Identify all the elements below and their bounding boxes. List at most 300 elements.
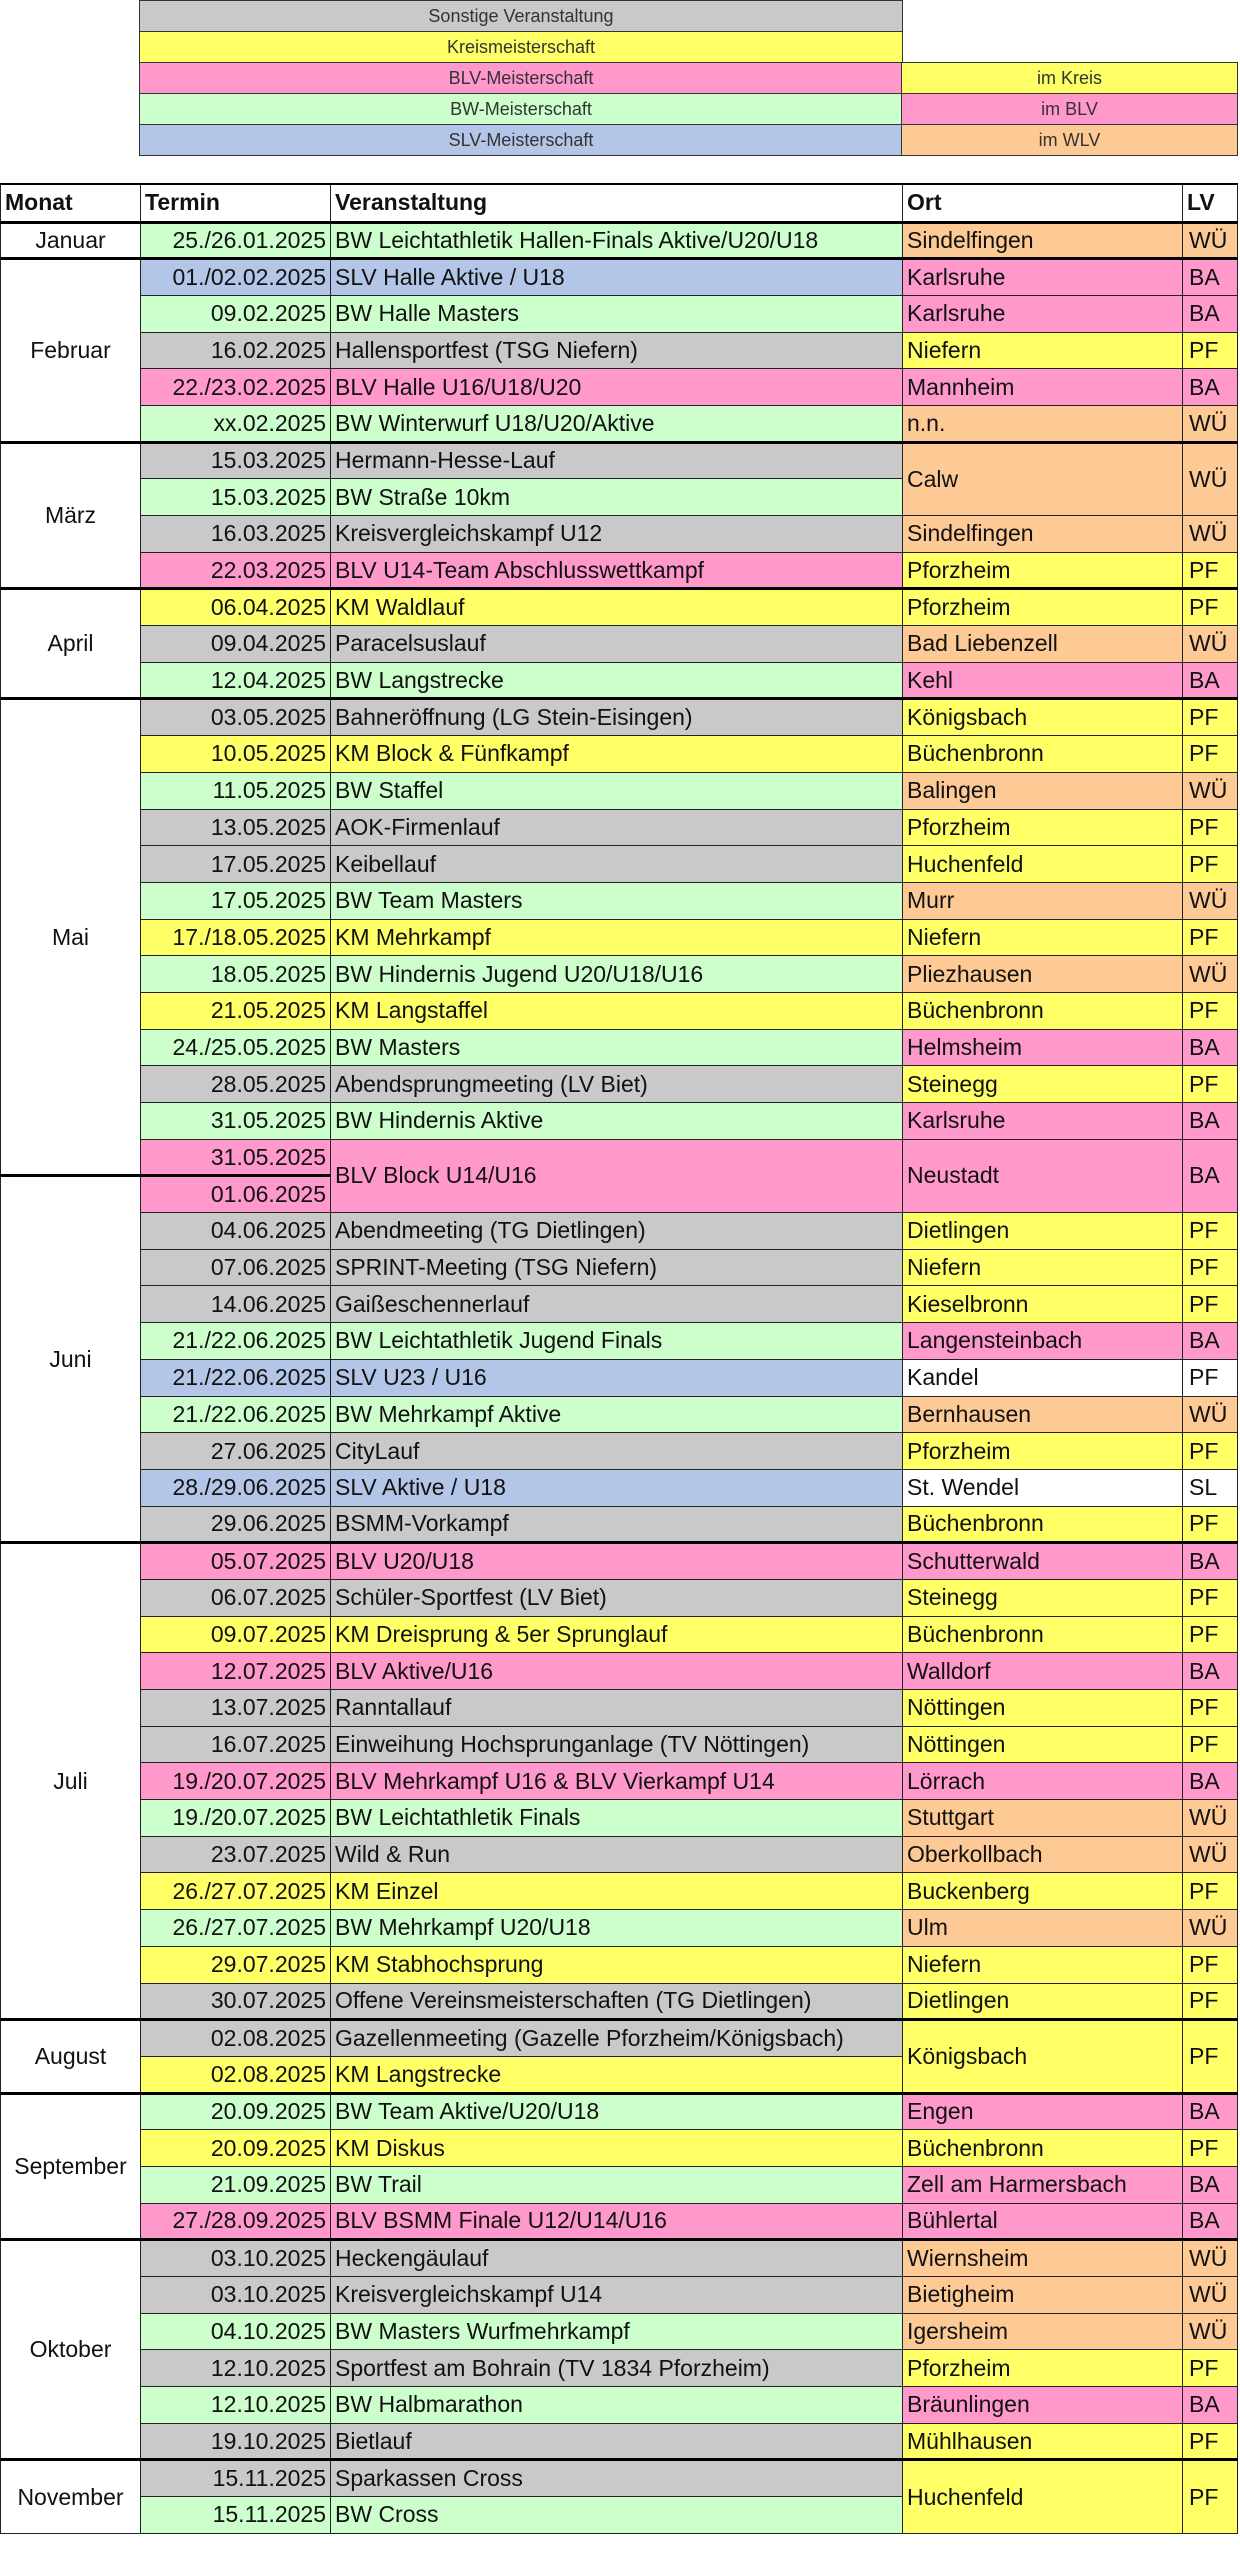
table-row (1, 699, 1238, 736)
event-title-cell: BLV BSMM Finale U12/U14/U16 (331, 2203, 903, 2240)
location-cell: Murr (903, 882, 1183, 919)
table-row (1, 295, 1238, 332)
event-title-cell: Paracelsuslauf (331, 626, 903, 663)
location-cell: Dietlingen (903, 1983, 1183, 2020)
event-title-cell: Heckengäulauf (331, 2240, 903, 2277)
event-title-cell: Hermann-Hesse-Lauf (331, 442, 903, 479)
table-row (1, 516, 1238, 553)
date-cell: 15.11.2025 (141, 2460, 331, 2497)
event-schedule-table (0, 183, 1238, 2534)
date-cell: 31.05.2025 (141, 1139, 331, 1176)
event-title-cell: BW Masters Wurfmehrkampf (331, 2313, 903, 2350)
location-cell: Steinegg (903, 1579, 1183, 1616)
table-row (1, 1690, 1238, 1727)
table-row (1, 2423, 1238, 2460)
table-row (1, 1653, 1238, 1690)
lv-cell: BA (1183, 2387, 1238, 2424)
date-cell: 15.03.2025 (141, 479, 331, 516)
location-cell: Niefern (903, 919, 1183, 956)
event-title-cell: Gaißeschennerlauf (331, 1286, 903, 1323)
table-row (1, 405, 1238, 442)
event-title-cell: Einweihung Hochsprunganlage (TV Nöttingen) (331, 1726, 903, 1763)
location-cell: Kehl (903, 662, 1183, 699)
date-cell: 02.08.2025 (141, 2056, 331, 2093)
event-title-cell: BW Mehrkampf Aktive (331, 1396, 903, 1433)
lv-cell: WÜ (1183, 882, 1238, 919)
location-cell: Igersheim (903, 2313, 1183, 2350)
lv-cell: WÜ (1183, 626, 1238, 663)
location-cell: Bräunlingen (903, 2387, 1183, 2424)
header-veranstaltung: Veranstaltung (331, 184, 903, 222)
header-ort: Ort (903, 184, 1183, 222)
date-cell: 28./29.06.2025 (141, 1469, 331, 1506)
event-title-cell: AOK-Firmenlauf (331, 809, 903, 846)
date-cell: 21./22.06.2025 (141, 1396, 331, 1433)
lv-cell: WÜ (1183, 2240, 1238, 2277)
lv-cell: WÜ (1183, 772, 1238, 809)
lv-cell: PF (1183, 2130, 1238, 2167)
event-title-cell: SLV Aktive / U18 (331, 1469, 903, 1506)
table-row (1, 442, 1238, 479)
table-row (1, 882, 1238, 919)
header-lv: LV (1183, 184, 1238, 222)
event-title-cell: BW Mehrkampf U20/U18 (331, 1910, 903, 1947)
lv-cell: BA (1183, 2166, 1238, 2203)
table-row (1, 1396, 1238, 1433)
event-title-cell: BSMM-Vorkampf (331, 1506, 903, 1543)
table-row (1, 2130, 1238, 2167)
table-row (1, 1286, 1238, 1323)
lv-cell: PF (1183, 1286, 1238, 1323)
location-cell: Walldorf (903, 1653, 1183, 1690)
table-row (1, 1139, 1238, 1176)
lv-cell: WÜ (1183, 405, 1238, 442)
lv-cell: SL (1183, 1469, 1238, 1506)
location-cell: Wiernsheim (903, 2240, 1183, 2277)
location-cell: Karlsruhe (903, 259, 1183, 296)
table-row (1, 2387, 1238, 2424)
lv-cell: PF (1183, 1946, 1238, 1983)
date-cell: 18.05.2025 (141, 956, 331, 993)
table-row (1, 1506, 1238, 1543)
lv-cell: BA (1183, 1029, 1238, 1066)
table-row (1, 1726, 1238, 1763)
location-cell: Kieselbronn (903, 1286, 1183, 1323)
date-cell: 01./02.02.2025 (141, 259, 331, 296)
date-cell: 30.07.2025 (141, 1983, 331, 2020)
date-cell: 21.09.2025 (141, 2166, 331, 2203)
location-cell: Pforzheim (903, 809, 1183, 846)
event-title-cell: BLV Mehrkampf U16 & BLV Vierkampf U14 (331, 1763, 903, 1800)
date-cell: 17.05.2025 (141, 882, 331, 919)
date-cell: 13.07.2025 (141, 1690, 331, 1727)
lv-cell: PF (1183, 1726, 1238, 1763)
date-cell: 17.05.2025 (141, 846, 331, 883)
event-title-cell: BW Cross (331, 2497, 903, 2534)
location-cell: Oberkollbach (903, 1836, 1183, 1873)
table-row (1, 2020, 1238, 2057)
event-title-cell: BW Leichtathletik Jugend Finals (331, 1323, 903, 1360)
event-title-cell: Sparkassen Cross (331, 2460, 903, 2497)
table-row (1, 589, 1238, 626)
event-title-cell: Schüler-Sportfest (LV Biet) (331, 1579, 903, 1616)
event-title-cell: Gazellenmeeting (Gazelle Pforzheim/Königsbach) (331, 2020, 903, 2057)
month-cell: November (1, 2460, 141, 2533)
table-row (1, 1469, 1238, 1506)
event-title-cell: BW Winterwurf U18/U20/Aktive (331, 405, 903, 442)
location-cell: St. Wendel (903, 1469, 1183, 1506)
date-cell: 28.05.2025 (141, 1066, 331, 1103)
location-cell: Helmsheim (903, 1029, 1183, 1066)
table-row (1, 662, 1238, 699)
event-title-cell: SLV Halle Aktive / U18 (331, 259, 903, 296)
date-cell: 21.05.2025 (141, 992, 331, 1029)
date-cell: 25./26.01.2025 (141, 222, 331, 259)
location-cell: Neustadt (903, 1139, 1183, 1212)
event-title-cell: BW Team Masters (331, 882, 903, 919)
legend-location-entry: im Kreis (901, 62, 1238, 94)
lv-cell: WÜ (1183, 2277, 1238, 2314)
table-row (1, 1763, 1238, 1800)
month-cell: Oktober (1, 2240, 141, 2460)
table-row (1, 1616, 1238, 1653)
location-cell: Nöttingen (903, 1690, 1183, 1727)
legend-entry: SLV-Meisterschaft (139, 124, 903, 156)
table-row (1, 992, 1238, 1029)
event-title-cell: BW Straße 10km (331, 479, 903, 516)
table-row (1, 222, 1238, 259)
date-cell: 16.07.2025 (141, 1726, 331, 1763)
event-title-cell: Kreisvergleichskampf U14 (331, 2277, 903, 2314)
location-cell: Niefern (903, 1946, 1183, 1983)
lv-cell: PF (1183, 809, 1238, 846)
event-title-cell: KM Langstrecke (331, 2056, 903, 2093)
table-row (1, 369, 1238, 406)
date-cell: 12.10.2025 (141, 2350, 331, 2387)
lv-cell: PF (1183, 2350, 1238, 2387)
lv-cell: BA (1183, 1543, 1238, 1580)
lv-cell: WÜ (1183, 516, 1238, 553)
event-title-cell: KM Diskus (331, 2130, 903, 2167)
event-title-cell: Hallensportfest (TSG Niefern) (331, 332, 903, 369)
location-cell: Pforzheim (903, 552, 1183, 589)
table-row (1, 1103, 1238, 1140)
date-cell: 24./25.05.2025 (141, 1029, 331, 1066)
lv-cell: PF (1183, 1983, 1238, 2020)
event-title-cell: KM Langstaffel (331, 992, 903, 1029)
location-cell: Langensteinbach (903, 1323, 1183, 1360)
event-title-cell: KM Mehrkampf (331, 919, 903, 956)
lv-cell: PF (1183, 1690, 1238, 1727)
event-title-cell: KM Stabhochsprung (331, 1946, 903, 1983)
date-cell: 02.08.2025 (141, 2020, 331, 2057)
lv-cell: WÜ (1183, 442, 1238, 515)
table-row (1, 1543, 1238, 1580)
date-cell: 19./20.07.2025 (141, 1763, 331, 1800)
lv-cell: PF (1183, 1873, 1238, 1910)
lv-cell: PF (1183, 552, 1238, 589)
date-cell: 03.10.2025 (141, 2240, 331, 2277)
location-cell: Stuttgart (903, 1800, 1183, 1837)
table-row (1, 626, 1238, 663)
location-cell: Calw (903, 442, 1183, 515)
location-cell: Nöttingen (903, 1726, 1183, 1763)
table-row (1, 1983, 1238, 2020)
date-cell: 03.10.2025 (141, 2277, 331, 2314)
location-cell: Pforzheim (903, 589, 1183, 626)
location-cell: Sindelfingen (903, 222, 1183, 259)
date-cell: 09.02.2025 (141, 295, 331, 332)
lv-cell: WÜ (1183, 1836, 1238, 1873)
table-row (1, 2166, 1238, 2203)
lv-cell: BA (1183, 662, 1238, 699)
lv-cell: PF (1183, 2460, 1238, 2533)
event-title-cell: Abendmeeting (TG Dietlingen) (331, 1213, 903, 1250)
lv-cell: PF (1183, 2020, 1238, 2093)
date-cell: 26./27.07.2025 (141, 1910, 331, 1947)
date-cell: 20.09.2025 (141, 2093, 331, 2130)
color-legend (0, 0, 1240, 160)
location-cell: Huchenfeld (903, 846, 1183, 883)
date-cell: 22./23.02.2025 (141, 369, 331, 406)
date-cell: 20.09.2025 (141, 2130, 331, 2167)
lv-cell: BA (1183, 1653, 1238, 1690)
event-title-cell: Sportfest am Bohrain (TV 1834 Pforzheim) (331, 2350, 903, 2387)
date-cell: 26./27.07.2025 (141, 1873, 331, 1910)
header-monat: Monat (1, 184, 141, 222)
lv-cell: PF (1183, 589, 1238, 626)
table-row (1, 1359, 1238, 1396)
lv-cell: PF (1183, 699, 1238, 736)
table-row (1, 1910, 1238, 1947)
location-cell: Sindelfingen (903, 516, 1183, 553)
event-title-cell: Offene Vereinsmeisterschaften (TG Dietlingen) (331, 1983, 903, 2020)
location-cell: Buckenberg (903, 1873, 1183, 1910)
date-cell: 12.10.2025 (141, 2387, 331, 2424)
date-cell: 23.07.2025 (141, 1836, 331, 1873)
date-cell: 07.06.2025 (141, 1249, 331, 1286)
lv-cell: BA (1183, 2203, 1238, 2240)
lv-cell: WÜ (1183, 956, 1238, 993)
lv-cell: PF (1183, 1433, 1238, 1470)
lv-cell: BA (1183, 295, 1238, 332)
lv-cell: PF (1183, 1579, 1238, 1616)
location-cell: Ulm (903, 1910, 1183, 1947)
location-cell: Mannheim (903, 369, 1183, 406)
lv-cell: PF (1183, 1213, 1238, 1250)
table-row (1, 2460, 1238, 2497)
event-title-cell: BW Leichtathletik Hallen-Finals Aktive/U20/U18 (331, 222, 903, 259)
event-title-cell: BW Hindernis Aktive (331, 1103, 903, 1140)
event-title-cell: Keibellauf (331, 846, 903, 883)
month-cell: Juli (1, 1543, 141, 2020)
location-cell: Bernhausen (903, 1396, 1183, 1433)
event-title-cell: BW Trail (331, 2166, 903, 2203)
table-row (1, 2203, 1238, 2240)
legend-entry: BW-Meisterschaft (139, 93, 903, 125)
location-cell: Bad Liebenzell (903, 626, 1183, 663)
event-title-cell: BLV U20/U18 (331, 1543, 903, 1580)
table-row (1, 552, 1238, 589)
date-cell: 19.10.2025 (141, 2423, 331, 2460)
event-title-cell: BW Langstrecke (331, 662, 903, 699)
date-cell: xx.02.2025 (141, 405, 331, 442)
event-title-cell: KM Block & Fünfkampf (331, 736, 903, 773)
lv-cell: WÜ (1183, 2313, 1238, 2350)
location-cell: Bühlertal (903, 2203, 1183, 2240)
date-cell: 21./22.06.2025 (141, 1323, 331, 1360)
date-cell: 09.07.2025 (141, 1616, 331, 1653)
location-cell: n.n. (903, 405, 1183, 442)
event-title-cell: BW Hindernis Jugend U20/U18/U16 (331, 956, 903, 993)
lv-cell: WÜ (1183, 1800, 1238, 1837)
lv-cell: BA (1183, 1103, 1238, 1140)
event-title-cell: Abendsprungmeeting (LV Biet) (331, 1066, 903, 1103)
table-row (1, 2093, 1238, 2130)
month-cell: September (1, 2093, 141, 2240)
event-title-cell: KM Dreisprung & 5er Sprunglauf (331, 1616, 903, 1653)
date-cell: 21./22.06.2025 (141, 1359, 331, 1396)
event-title-cell: SLV U23 / U16 (331, 1359, 903, 1396)
table-row (1, 1066, 1238, 1103)
location-cell: Engen (903, 2093, 1183, 2130)
date-cell: 01.06.2025 (141, 1176, 331, 1213)
event-title-cell: BW Staffel (331, 772, 903, 809)
lv-cell: PF (1183, 1506, 1238, 1543)
table-header-row (1, 184, 1238, 222)
date-cell: 14.06.2025 (141, 1286, 331, 1323)
location-cell: Büchenbronn (903, 1616, 1183, 1653)
location-cell: Büchenbronn (903, 992, 1183, 1029)
table-row (1, 2240, 1238, 2277)
location-cell: Bietigheim (903, 2277, 1183, 2314)
date-cell: 17./18.05.2025 (141, 919, 331, 956)
event-title-cell: KM Einzel (331, 1873, 903, 1910)
table-row (1, 332, 1238, 369)
event-title-cell: CityLauf (331, 1433, 903, 1470)
table-row (1, 1946, 1238, 1983)
table-row (1, 1323, 1238, 1360)
lv-cell: WÜ (1183, 1396, 1238, 1433)
table-row (1, 1433, 1238, 1470)
event-title-cell: BW Leichtathletik Finals (331, 1800, 903, 1837)
event-title-cell: Bahneröffnung (LG Stein-Eisingen) (331, 699, 903, 736)
lv-cell: BA (1183, 1763, 1238, 1800)
date-cell: 31.05.2025 (141, 1103, 331, 1140)
event-title-cell: BW Halle Masters (331, 295, 903, 332)
legend-location-entry: im BLV (901, 93, 1238, 125)
date-cell: 27./28.09.2025 (141, 2203, 331, 2240)
lv-cell: PF (1183, 992, 1238, 1029)
table-row (1, 1249, 1238, 1286)
date-cell: 05.07.2025 (141, 1543, 331, 1580)
event-title-cell: BLV Aktive/U16 (331, 1653, 903, 1690)
month-cell: Mai (1, 699, 141, 1176)
month-cell: Februar (1, 259, 141, 442)
date-cell: 15.11.2025 (141, 2497, 331, 2534)
legend-entry: Sonstige Veranstaltung (139, 0, 903, 32)
table-row (1, 1836, 1238, 1873)
legend-entry: Kreismeisterschaft (139, 31, 903, 63)
lv-cell: BA (1183, 1323, 1238, 1360)
date-cell: 10.05.2025 (141, 736, 331, 773)
event-title-cell: BLV Block U14/U16 (331, 1139, 903, 1212)
lv-cell: WÜ (1183, 222, 1238, 259)
date-cell: 04.06.2025 (141, 1213, 331, 1250)
table-row (1, 1800, 1238, 1837)
location-cell: Königsbach (903, 2020, 1183, 2093)
legend-entry: BLV-Meisterschaft (139, 62, 903, 94)
location-cell: Niefern (903, 332, 1183, 369)
date-cell: 12.07.2025 (141, 1653, 331, 1690)
table-row (1, 919, 1238, 956)
date-cell: 22.03.2025 (141, 552, 331, 589)
lv-cell: PF (1183, 1249, 1238, 1286)
table-row (1, 809, 1238, 846)
table-row (1, 1873, 1238, 1910)
lv-cell: PF (1183, 919, 1238, 956)
lv-cell: PF (1183, 2423, 1238, 2460)
table-row (1, 772, 1238, 809)
table-row (1, 2313, 1238, 2350)
table-row (1, 1579, 1238, 1616)
date-cell: 16.02.2025 (141, 332, 331, 369)
location-cell: Mühlhausen (903, 2423, 1183, 2460)
lv-cell: PF (1183, 846, 1238, 883)
table-row (1, 846, 1238, 883)
date-cell: 12.04.2025 (141, 662, 331, 699)
location-cell: Pforzheim (903, 1433, 1183, 1470)
table-row (1, 1029, 1238, 1066)
location-cell: Karlsruhe (903, 1103, 1183, 1140)
header-termin: Termin (141, 184, 331, 222)
table-row (1, 259, 1238, 296)
lv-cell: PF (1183, 332, 1238, 369)
lv-cell: BA (1183, 259, 1238, 296)
event-title-cell: KM Waldlauf (331, 589, 903, 626)
date-cell: 29.06.2025 (141, 1506, 331, 1543)
date-cell: 29.07.2025 (141, 1946, 331, 1983)
date-cell: 03.05.2025 (141, 699, 331, 736)
location-cell: Pforzheim (903, 2350, 1183, 2387)
location-cell: Karlsruhe (903, 295, 1183, 332)
event-title-cell: BLV U14-Team Abschlusswettkampf (331, 552, 903, 589)
table-row (1, 956, 1238, 993)
location-cell: Balingen (903, 772, 1183, 809)
location-cell: Steinegg (903, 1066, 1183, 1103)
location-cell: Pliezhausen (903, 956, 1183, 993)
lv-cell: WÜ (1183, 1910, 1238, 1947)
lv-cell: PF (1183, 1066, 1238, 1103)
location-cell: Lörrach (903, 1763, 1183, 1800)
lv-cell: BA (1183, 2093, 1238, 2130)
date-cell: 19./20.07.2025 (141, 1800, 331, 1837)
lv-cell: PF (1183, 1616, 1238, 1653)
location-cell: Dietlingen (903, 1213, 1183, 1250)
location-cell: Zell am Harmersbach (903, 2166, 1183, 2203)
date-cell: 27.06.2025 (141, 1433, 331, 1470)
event-title-cell: SPRINT-Meeting (TSG Niefern) (331, 1249, 903, 1286)
location-cell: Büchenbronn (903, 736, 1183, 773)
table-row (1, 2277, 1238, 2314)
table-row (1, 1213, 1238, 1250)
location-cell: Königsbach (903, 699, 1183, 736)
date-cell: 04.10.2025 (141, 2313, 331, 2350)
date-cell: 13.05.2025 (141, 809, 331, 846)
lv-cell: BA (1183, 1139, 1238, 1212)
date-cell: 06.04.2025 (141, 589, 331, 626)
table-row (1, 2350, 1238, 2387)
